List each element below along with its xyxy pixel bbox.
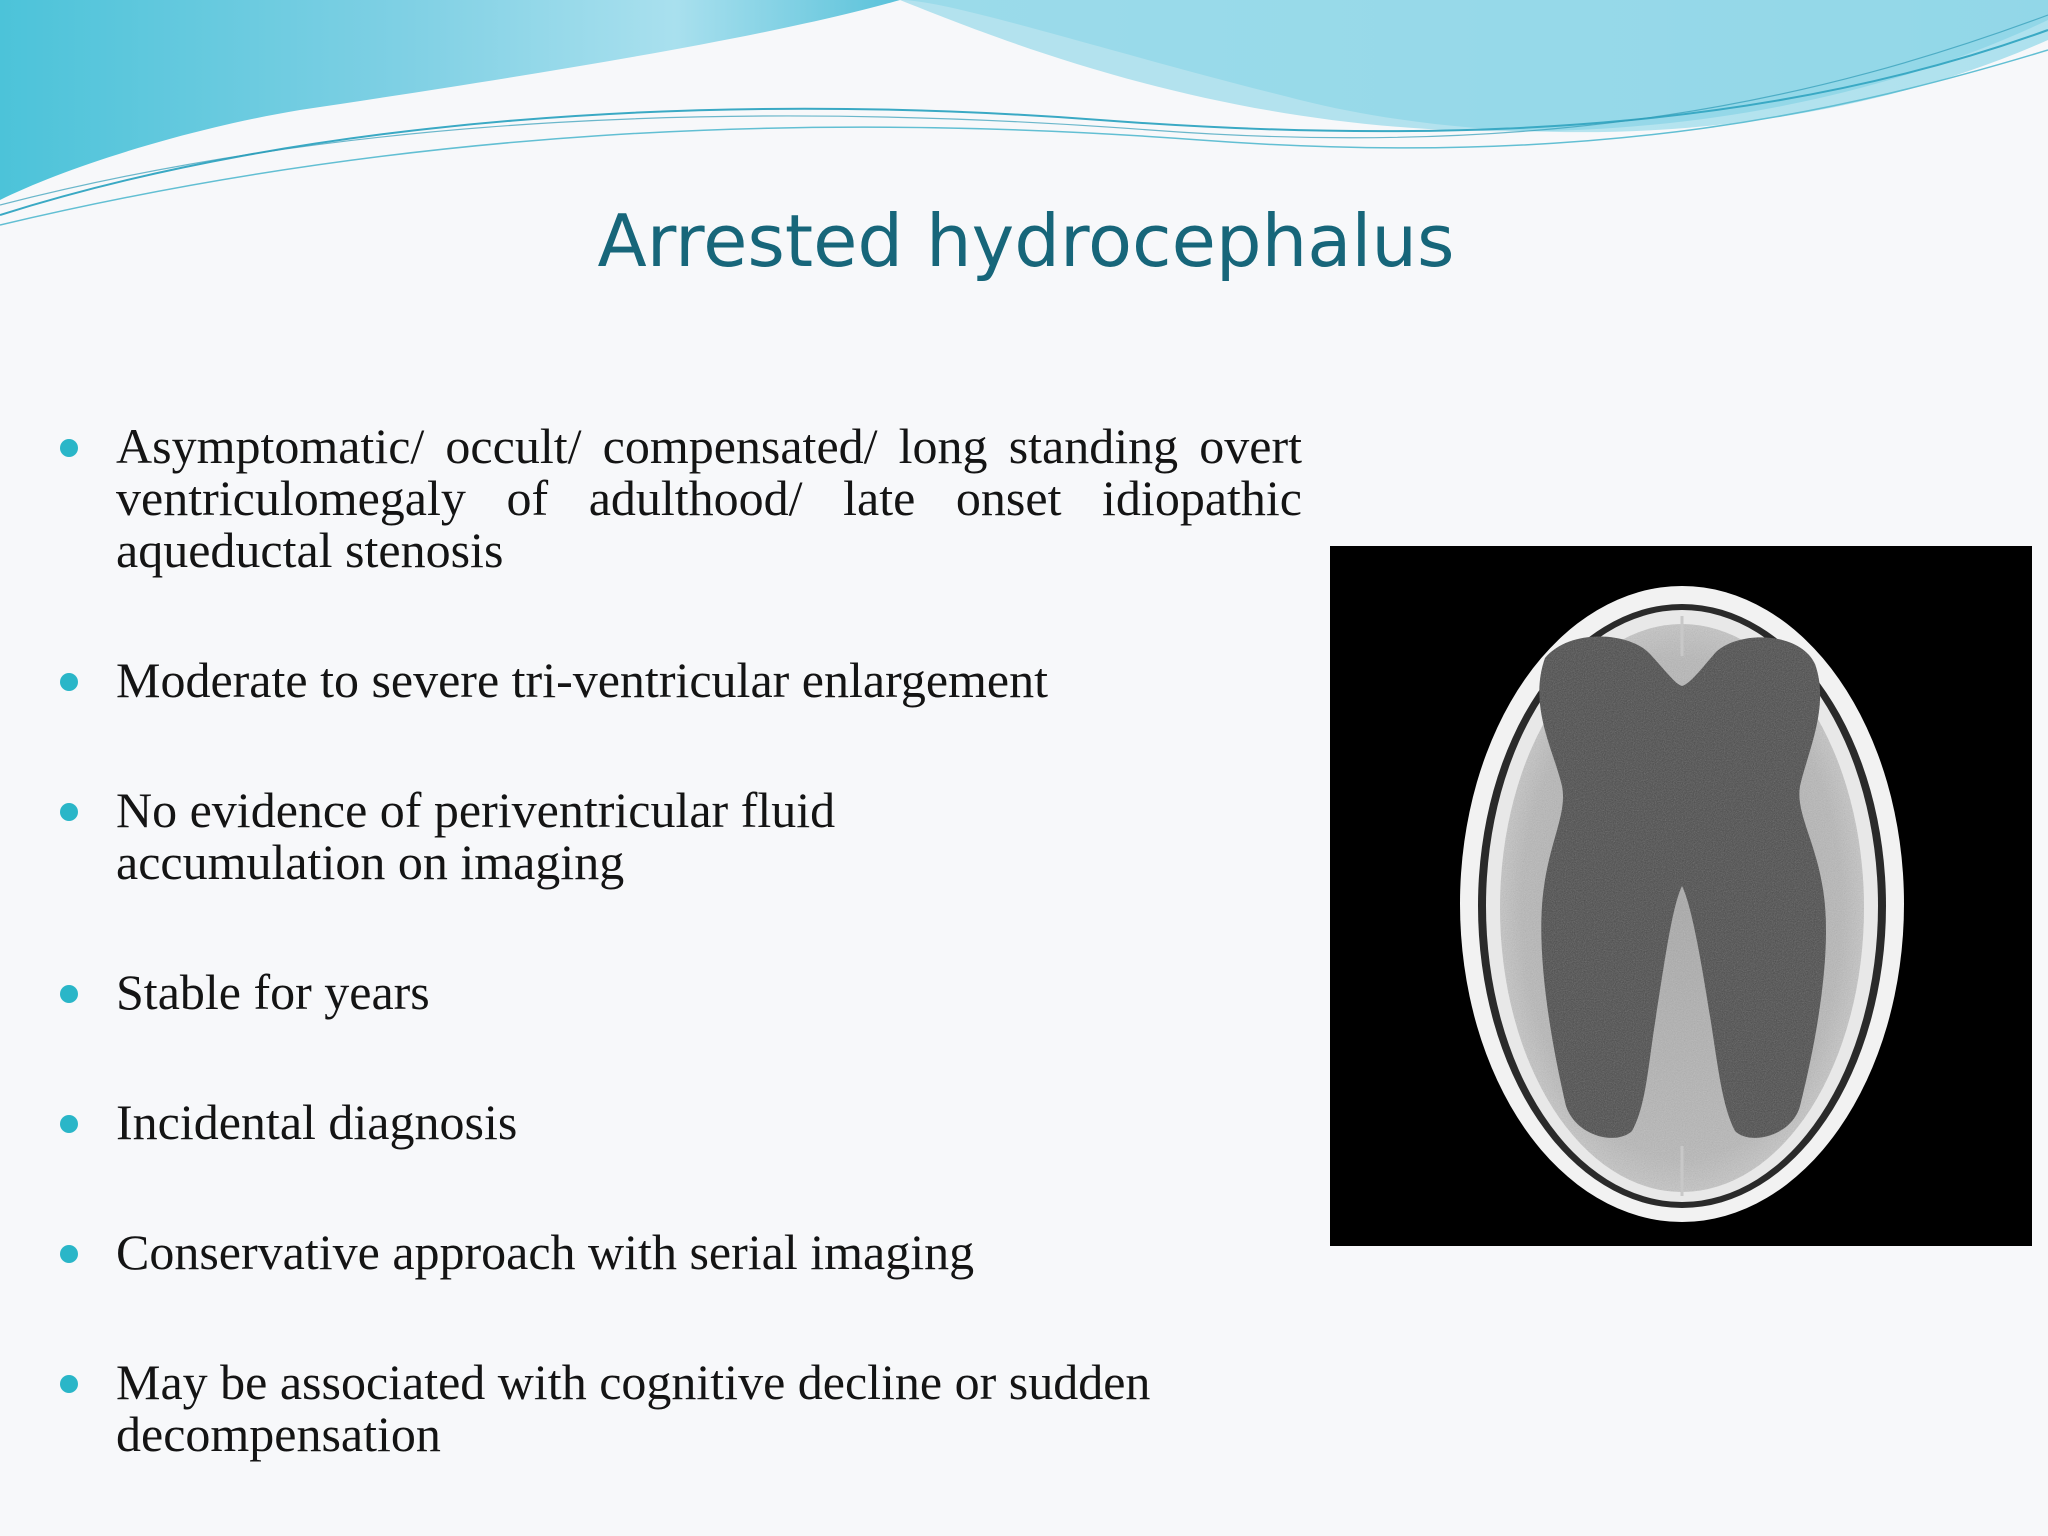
bullet-text: Conservative approach with serial imaging bbox=[116, 1224, 975, 1280]
bullet-text: No evidence of periventricular fluid accumulation on imaging bbox=[116, 782, 836, 890]
bullet-item bbox=[58, 1226, 1302, 1278]
bullet-dot-icon bbox=[60, 673, 78, 691]
bullet-item bbox=[58, 1356, 1302, 1460]
bullet-dot-icon bbox=[60, 1115, 78, 1133]
bullet-item bbox=[58, 784, 1302, 888]
bullet-item bbox=[58, 654, 1302, 706]
bullet-text: Stable for years bbox=[116, 964, 430, 1020]
bullet-text: May be associated with cognitive decline or sudden decompensation bbox=[116, 1354, 1151, 1462]
bullet-text: Moderate to severe tri-ventricular enlargement bbox=[116, 652, 1048, 708]
bullet-dot-icon bbox=[60, 1245, 78, 1263]
slide-title: Arrested hydrocephalus bbox=[597, 199, 1455, 283]
bullet-item bbox=[58, 1096, 1302, 1148]
bullet-item bbox=[58, 420, 1302, 576]
ct-scan-drawing bbox=[1330, 546, 2032, 1246]
bullet-dot-icon bbox=[60, 439, 78, 457]
bullet-item bbox=[58, 966, 1302, 1018]
bullet-dot-icon bbox=[60, 803, 78, 821]
bullet-text: Asymptomatic/ occult/ compensated/ long standing overt ventriculomegaly of adulthood/ late onset idiopathic aqueductal stenosis bbox=[116, 418, 1302, 578]
ct-scan-image bbox=[1330, 546, 2032, 1246]
bullet-dot-icon bbox=[60, 985, 78, 1003]
bullet-dot-icon bbox=[60, 1375, 78, 1393]
bullet-text: Incidental diagnosis bbox=[116, 1094, 518, 1150]
